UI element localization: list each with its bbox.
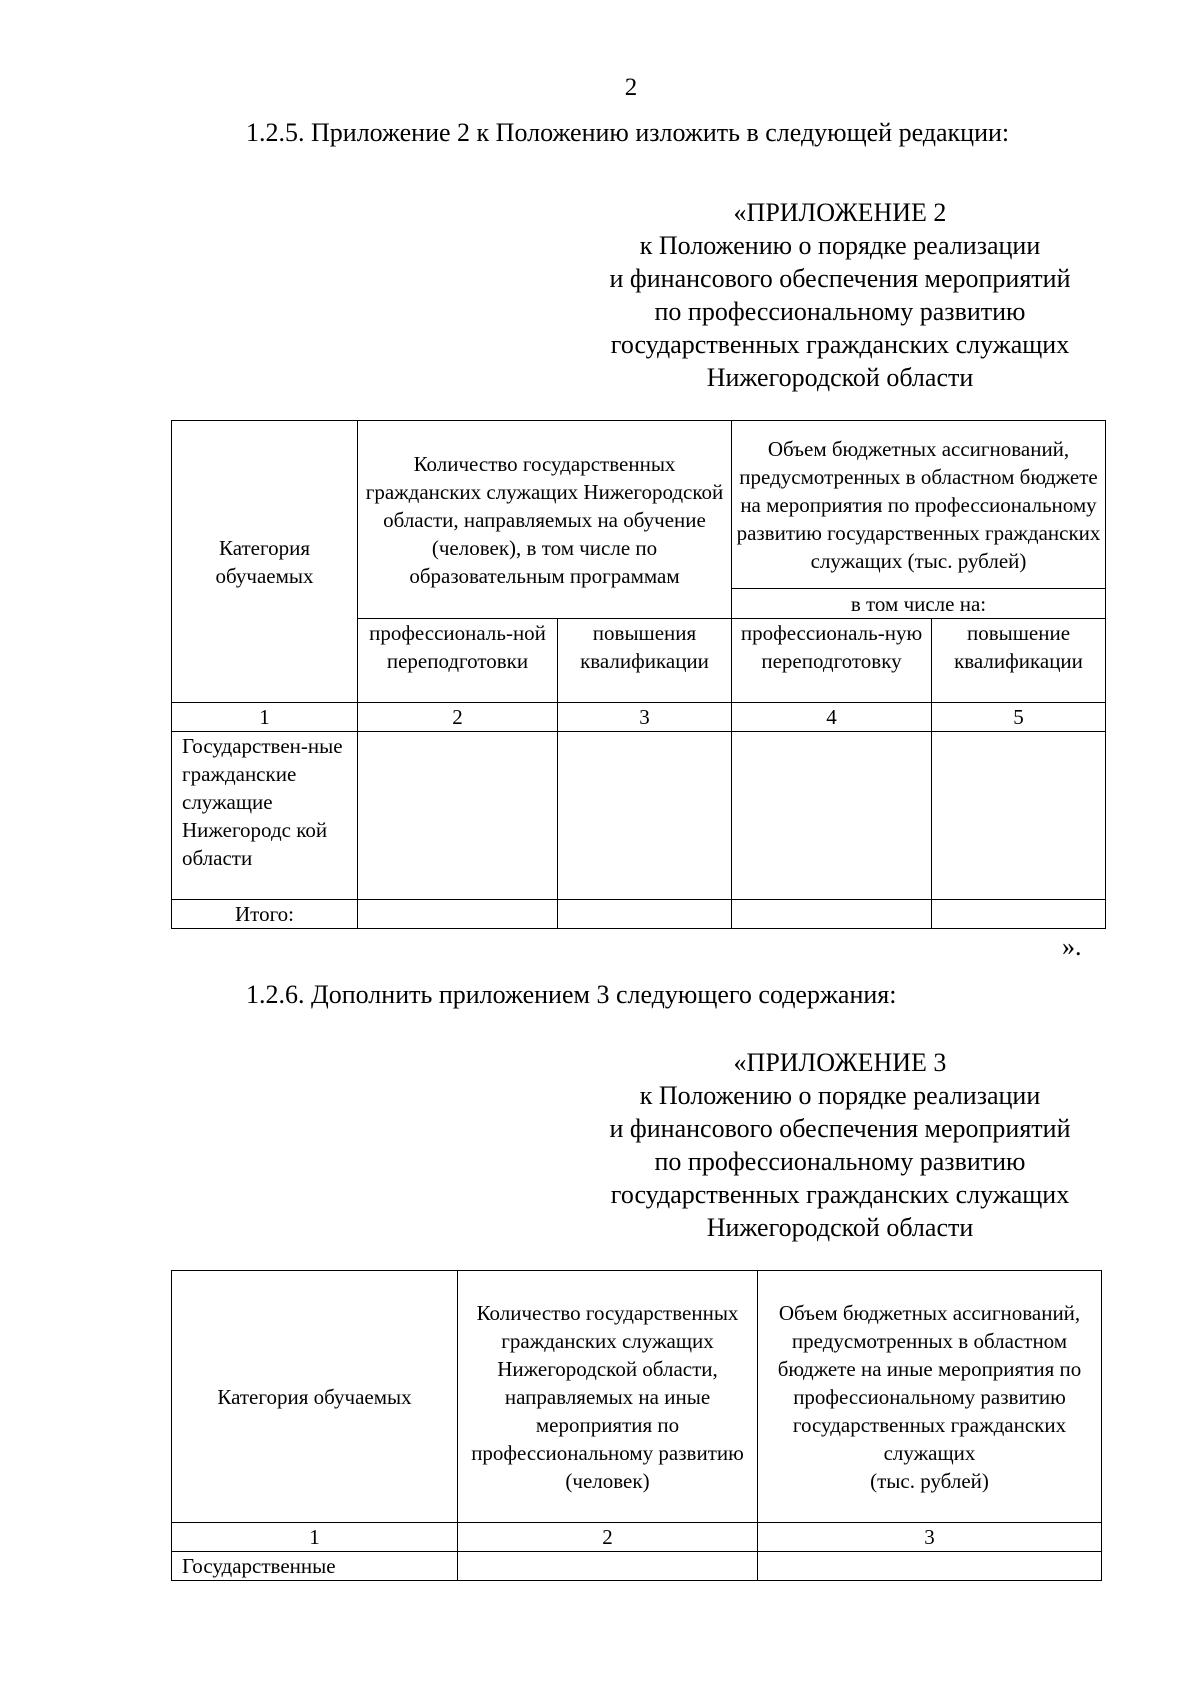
empty-cell — [558, 732, 732, 900]
header-professional-retraining-budget: профессиональ-ную переподготовку — [732, 619, 932, 703]
appendix-2-line: государственных гражданских служащих — [610, 330, 1070, 359]
empty-cell — [558, 900, 732, 929]
empty-cell — [358, 732, 558, 900]
column-number: 2 — [358, 703, 558, 732]
column-number: 1 — [172, 1523, 458, 1552]
appendix-3-line: по профессиональному развитию — [654, 1147, 1026, 1176]
header-trainee-count-unit: (человек) — [565, 1468, 650, 1493]
header-budget-volume: Объем бюджетных ассигнований, предусмотренных в областном бюджете на мероприятия по профессиональному развитию государственных гражданских служащих (тыс. рублей) — [732, 421, 1106, 589]
header-including: в том числе на: — [732, 589, 1106, 619]
empty-cell — [932, 900, 1106, 929]
header-category: Категория обучаемых — [172, 1271, 458, 1523]
header-budget-volume-unit: (тыс. рублей) — [870, 1468, 989, 1493]
header-trainee-count — [458, 1271, 758, 1523]
table-row — [172, 1523, 1102, 1552]
appendix-3-line: Нижегородской области — [706, 1213, 974, 1242]
table-row — [172, 732, 1106, 900]
appendix-2-heading — [560, 196, 1120, 394]
table-row — [172, 900, 1106, 929]
empty-cell — [758, 1552, 1102, 1581]
header-professional-retraining: профессиональ-ной переподготовки — [358, 619, 558, 703]
header-trainee-count: Количество государственных гражданских служащих Нижегородской области, направляемых на обучение (человек), в том числе по образовательным программам — [358, 421, 732, 619]
column-number: 2 — [458, 1523, 758, 1552]
appendix-3-title: «ПРИЛОЖЕНИЕ 3 — [733, 1048, 947, 1077]
empty-cell — [358, 900, 558, 929]
appendix-3-line: и финансового обеспечения мероприятий — [609, 1114, 1071, 1143]
appendix-2-line: и финансового обеспечения мероприятий — [609, 264, 1071, 293]
table-row — [172, 703, 1106, 732]
header-category: Категория обучаемых — [172, 421, 358, 703]
closing-quote: ». — [1062, 932, 1082, 961]
empty-cell — [458, 1552, 758, 1581]
column-number: 3 — [758, 1523, 1102, 1552]
appendix-2-table — [171, 420, 1106, 929]
page-number: 2 — [624, 74, 638, 101]
empty-cell — [732, 900, 932, 929]
header-budget-volume — [758, 1271, 1102, 1523]
row-category-label: Государствен-ные гражданские служащие Нижегородс кой области — [172, 732, 358, 900]
header-qualification-upgrade: повышения квалификации — [558, 619, 732, 703]
appendix-3-line: государственных гражданских служащих — [610, 1180, 1070, 1209]
appendix-3-line: к Положению о порядке реализации — [639, 1081, 1041, 1110]
section-1-2-6-paragraph: 1.2.6. Дополнить приложением 3 следующего содержания: — [246, 980, 897, 1009]
appendix-2-line: по профессиональному развитию — [654, 297, 1026, 326]
appendix-2-line: Нижегородской области — [706, 363, 974, 392]
header-trainee-count-text: Количество государственных гражданских служащих Нижегородской области, направляемых на иные мероприятия по профессиональному развитию — [471, 1300, 744, 1465]
column-number: 4 — [732, 703, 932, 732]
row-category-label: Государственные — [172, 1552, 458, 1581]
empty-cell — [932, 732, 1106, 900]
column-number: 3 — [558, 703, 732, 732]
empty-cell — [732, 732, 932, 900]
row-total-label: Итого: — [172, 900, 358, 929]
appendix-3-table — [171, 1270, 1102, 1581]
column-number: 5 — [932, 703, 1106, 732]
header-budget-volume-text: Объем бюджетных ассигнований, предусмотренных в областном бюджете на иные мероприятия по профессиональному развитию государственных гражданских служащих — [777, 1300, 1082, 1465]
appendix-2-title: «ПРИЛОЖЕНИЕ 2 — [733, 198, 947, 227]
section-1-2-5-paragraph: 1.2.5. Приложение 2 к Положению изложить в следующей редакции: — [246, 118, 1010, 147]
appendix-3-heading — [560, 1046, 1120, 1244]
column-number: 1 — [172, 703, 358, 732]
table-row — [172, 1552, 1102, 1581]
appendix-2-line: к Положению о порядке реализации — [639, 231, 1041, 260]
header-qualification-upgrade-budget: повышение квалификации — [932, 619, 1106, 703]
